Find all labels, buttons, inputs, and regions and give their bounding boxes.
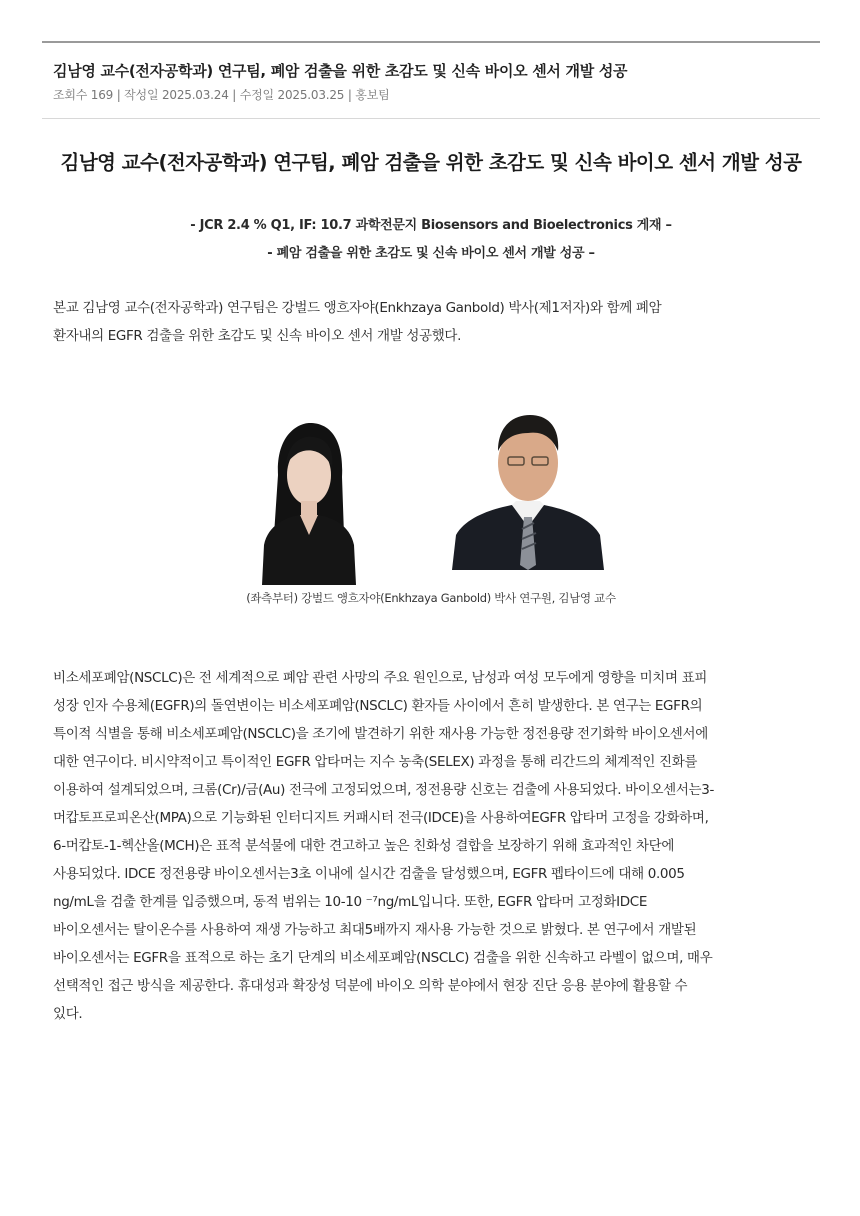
header-divider xyxy=(42,118,820,119)
body-line: 바이오센서는 탈이온수를 사용하여 재생 가능하고 최대5배까지 재사용 가능한 것으로 밝혔다. 본 연구에서 개발된 xyxy=(53,922,697,938)
post-meta: 조회수 169 | 작성일 2025.03.24 | 수정일 2025.03.25 | 홍보팀 xyxy=(53,88,390,102)
post-title: 김남영 교수(전자공학과) 연구팀, 폐암 검출을 위한 초감도 및 신속 바이오 센서 개발 성공 xyxy=(53,62,628,80)
body-line: 비소세포폐암(NSCLC)은 전 세계적으로 폐암 관련 사망의 주요 원인으로, 남성과 여성 모두에게 영향을 미치며 표피 xyxy=(53,670,708,686)
intro-line: 환자내의 EGFR 검출을 위한 초감도 및 신속 바이오 센서 개발 성공했다. xyxy=(53,328,462,344)
body-line: 사용되었다. IDCE 정전용량 바이오센서는3초 이내에 실시간 검출을 달성했으며, EGFR 펩타이드에 대해 0.005 xyxy=(53,866,685,882)
photo-professor-right xyxy=(452,405,604,570)
body-line: 성장 인자 수용체(EGFR)의 돌연변이는 비소세포폐암(NSCLC) 환자들 사이에서 흔히 발생한다. 본 연구는 EGFR의 xyxy=(53,698,703,714)
article-title: 김남영 교수(전자공학과) 연구팀, 폐암 검출을 위한 초감도 및 신속 바이오 센서 개발 성공 xyxy=(60,151,802,174)
body-line: 대한 연구이다. 비시약적이고 특이적인 EGFR 압타머는 지수 농축(SELEX) 과정을 통해 리간드의 체계적인 진화를 xyxy=(53,754,698,770)
article-subtitle-2: - 폐암 검출을 위한 초감도 및 신속 바이오 센서 개발 성공 – xyxy=(267,246,595,261)
body-line: 선택적인 접근 방식을 제공한다. 휴대성과 확장성 덕분에 바이오 의학 분야에서 현장 진단 응용 분야에 활용할 수 xyxy=(53,978,688,994)
body-line: 있다. xyxy=(53,1006,83,1022)
intro-paragraph xyxy=(53,294,813,350)
top-divider xyxy=(42,41,820,43)
body-line: ng/mL을 검출 한계를 입증했으며, 동적 범위는 10-10 ⁻⁷ng/mL입니다. 또한, EGFR 압타머 고정화IDCE xyxy=(53,894,648,910)
body-line: 이용하여 설계되었으며, 크롬(Cr)/금(Au) 전극에 고정되었으며, 정전용량 신호는 검출에 사용되었다. 바이오센서는3- xyxy=(53,782,715,798)
body-line: 바이오센서는 EGFR을 표적으로 하는 초기 단계의 비소세포폐암(NSCLC) 검출을 위한 신속하고 라벨이 없으며, 매우 xyxy=(53,950,713,966)
intro-line: 본교 김남영 교수(전자공학과) 연구팀은 강벌드 앵흐자야(Enkhzaya Ganbold) 박사(제1저자)와 함께 폐암 xyxy=(53,300,662,316)
researcher-photos xyxy=(258,405,608,585)
body-paragraph xyxy=(53,664,817,1028)
body-line: 6-머캅토-1-헥산올(MCH)은 표적 분석물에 대한 견고하고 높은 친화성 결합을 보장하기 위해 효과적인 차단에 xyxy=(53,838,675,854)
photo-caption: (좌측부터) 강벌드 앵흐자야(Enkhzaya Ganbold) 박사 연구원, 김남영 교수 xyxy=(246,591,616,605)
photo-researcher-left xyxy=(258,405,358,585)
body-line: 머캅토프로피온산(MPA)으로 기능화된 인터디지트 커패시터 전극(IDCE)을 사용하여EGFR 압타머 고정을 강화하며, xyxy=(53,810,709,826)
body-line: 특이적 식별을 통해 비소세포폐암(NSCLC)을 조기에 발견하기 위한 재사용 가능한 정전용량 전기화학 바이오센서에 xyxy=(53,726,708,742)
article-subtitle-1: - JCR 2.4 % Q1, IF: 10.7 과학전문지 Biosensors and Bioelectronics 게재 – xyxy=(190,218,672,233)
